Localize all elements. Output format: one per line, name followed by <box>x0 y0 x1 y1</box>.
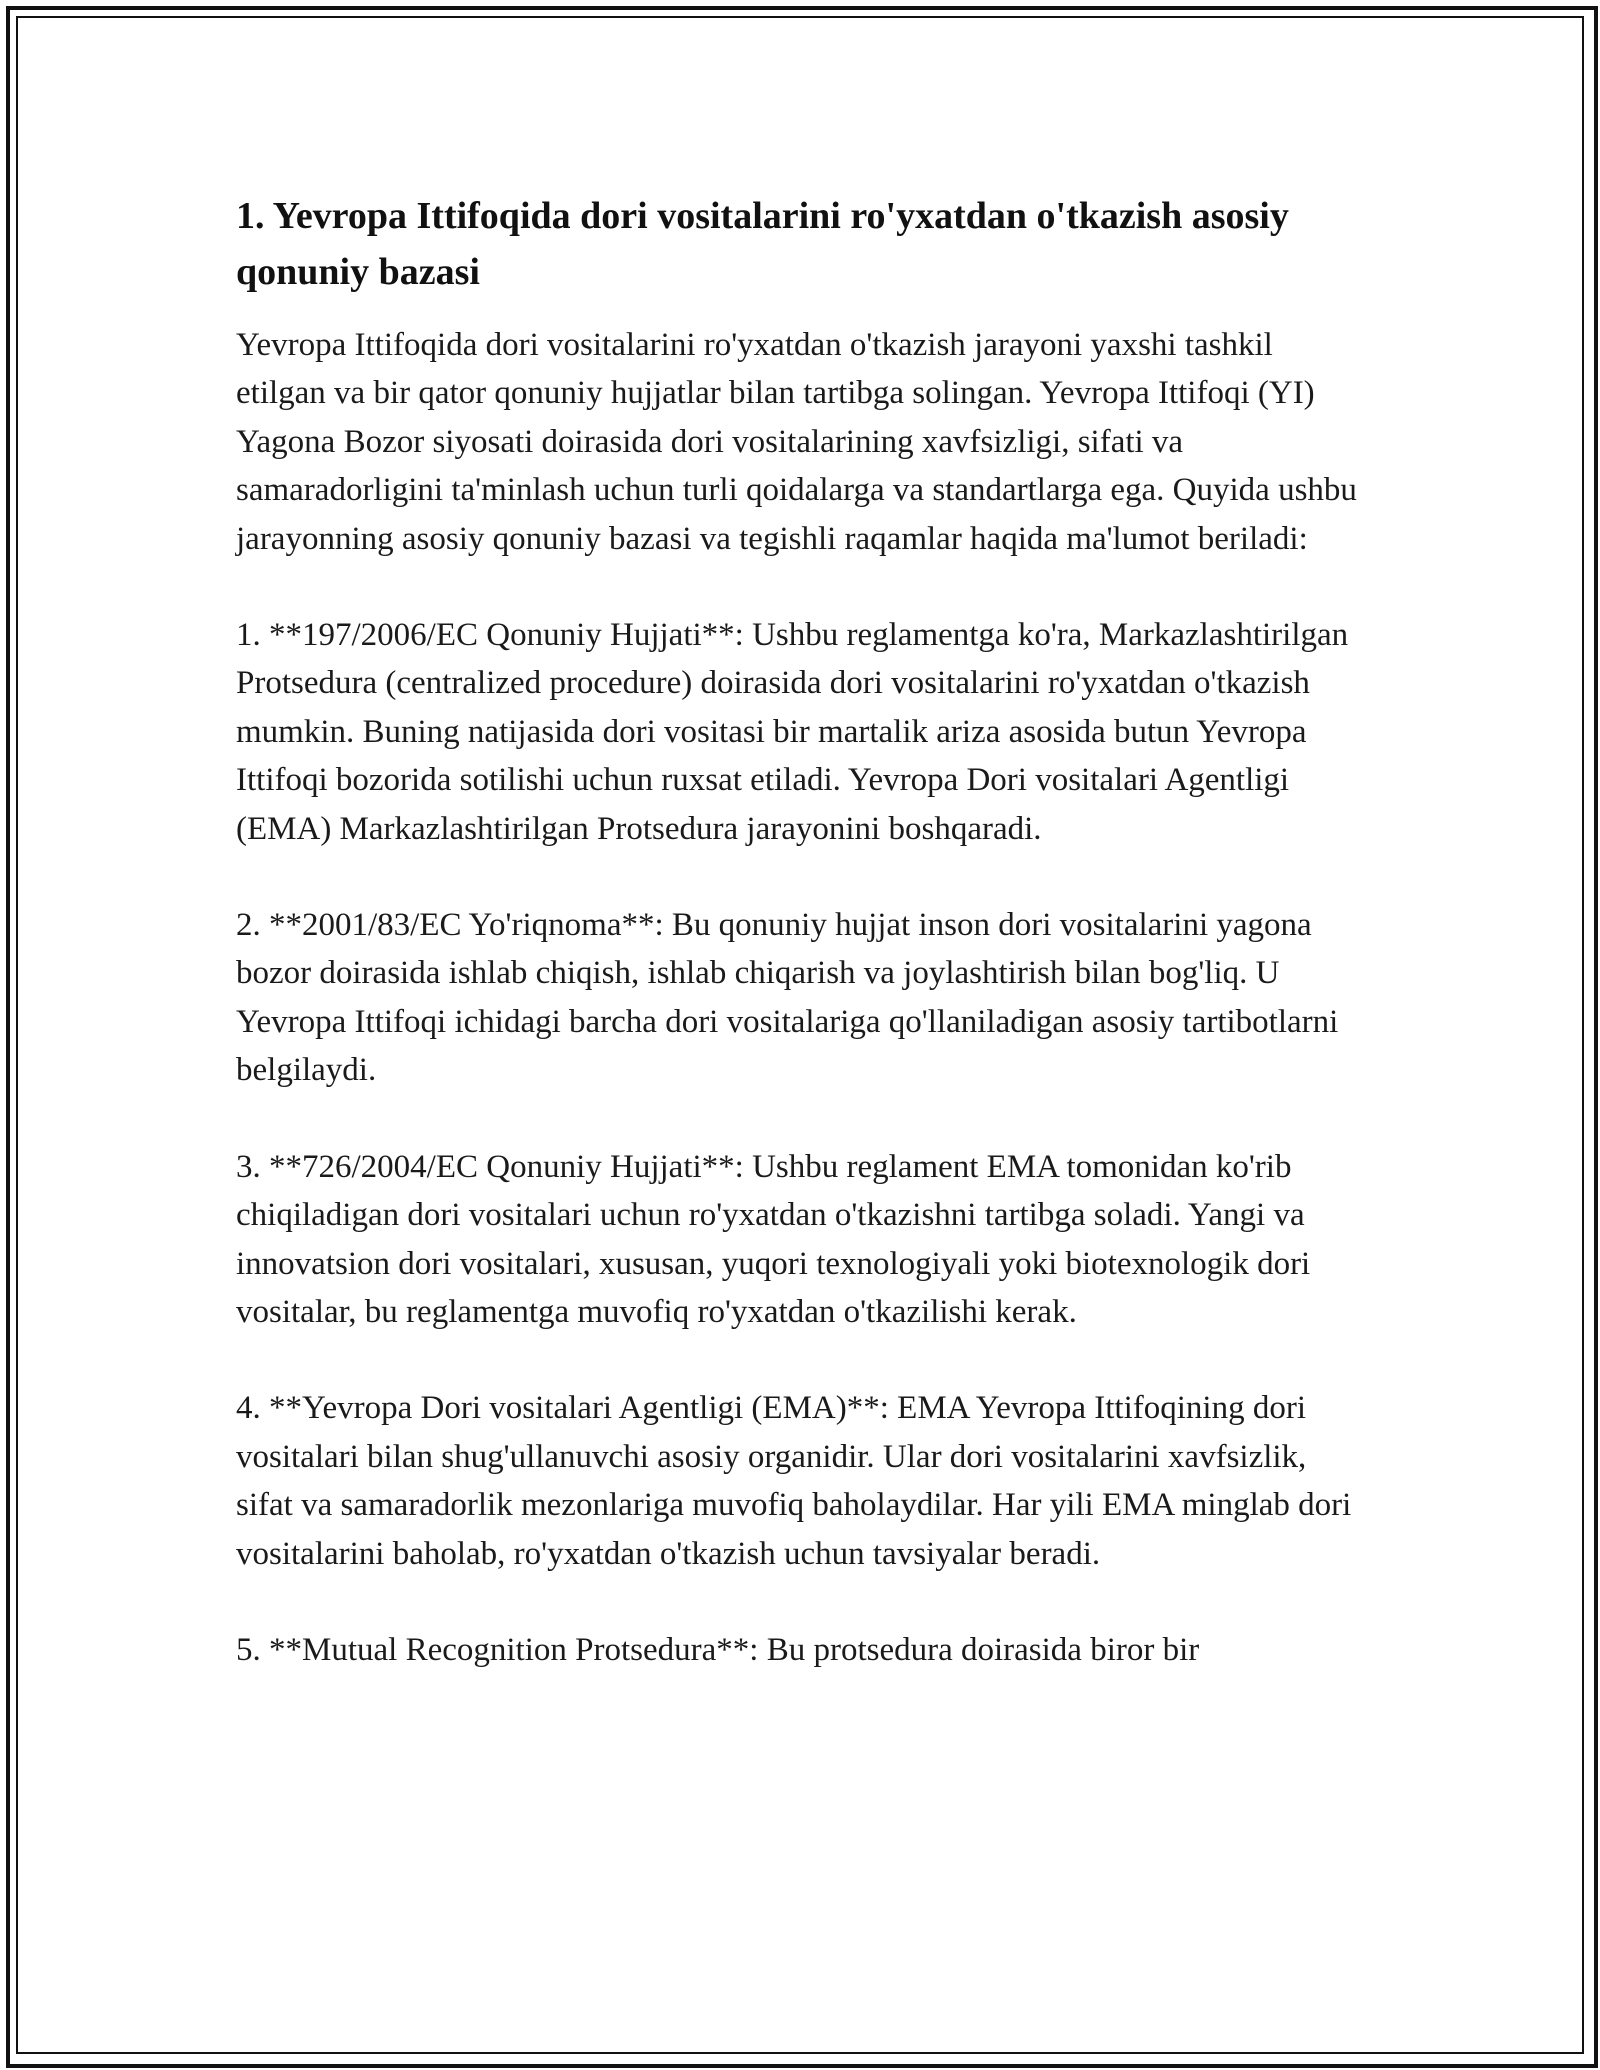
section-heading: 1. Yevropa Ittifoqida dori vositalarini ro'yxatdan o'tkazish asosiy qonuniy bazasi <box>236 195 1289 293</box>
intro-paragraph: Yevropa Ittifoqida dori vositalarini ro'yxatdan o'tkazish jarayoni yaxshi tashkil etilgan va bir qator qonuniy hujjatlar bilan tartibga solingan. Yevropa Ittifoqi (YI) Yagona Bozor siyosati doirasida dori vositalarining xavfsizligi, sifati va samaradorligini ta'minlash uchun turli qoidalarga va standartlarga ega. Quyida ushbu jarayonning asosiy qonuniy bazasi va tegishli raqamlar haqida ma'lumot beriladi: <box>236 327 1357 557</box>
list-item-3: 3. **726/2004/EC Qonuniy Hujjati**: Ushbu reglament EMA tomonidan ko'rib chiqiladigan dori vositalari uchun ro'yxatdan o'tkazishni tartibga soladi. Yangi va innovatsion dori vositalari, xususan, yuqori texnologiyali yoki biotexnologik dori vositalar, bu reglamentga muvofiq ro'yxatdan o'tkazilishi kerak. <box>236 1148 1311 1330</box>
list-item-5: 5. **Mutual Recognition Protsedura**: Bu protsedura doirasida biror bir <box>236 1631 1200 1668</box>
list-item-1: 1. **197/2006/EC Qonuniy Hujjati**: Ushbu reglamentga ko'ra, Markazlashtirilgan Protsedura (centralized procedure) doirasida dori vositalarini ro'yxatdan o'tkazish mumkin. Buning natijasida dori vositasi bir martalik ariza asosida butun Yevropa Ittifoqi bozorida sotilishi uchun ruxsat etiladi. Yevropa Dori vositalari Agentligi (EMA) Markazlashtirilgan Protsedura jarayonini boshqaradi. <box>236 617 1349 847</box>
list-item-2: 2. **2001/83/EC Yo'riqnoma**: Bu qonuniy hujjat inson dori vositalarini yagona bozor doirasida ishlab chiqish, ishlab chiqarish va joylashtirish bilan bog'liq. U Yevropa Ittifoqi ichidagi barcha dori vositalariga qo'llaniladigan asosiy tartibotlarni belgilaydi. <box>236 907 1339 1089</box>
list-item-4: 4. **Yevropa Dori vositalari Agentligi (EMA)**: EMA Yevropa Ittifoqining dori vositalari bilan shug'ullanuvchi asosiy organidir. Ular dori vositalarini xavfsizlik, sifat va samaradorlik mezonlariga muvofiq baholaydilar. Har yili EMA minglab dori vositalarini baholab, ro'yxatdan o'tkazish uchun tavsiyalar beradi. <box>236 1390 1352 1572</box>
document-page <box>236 188 1364 1674</box>
